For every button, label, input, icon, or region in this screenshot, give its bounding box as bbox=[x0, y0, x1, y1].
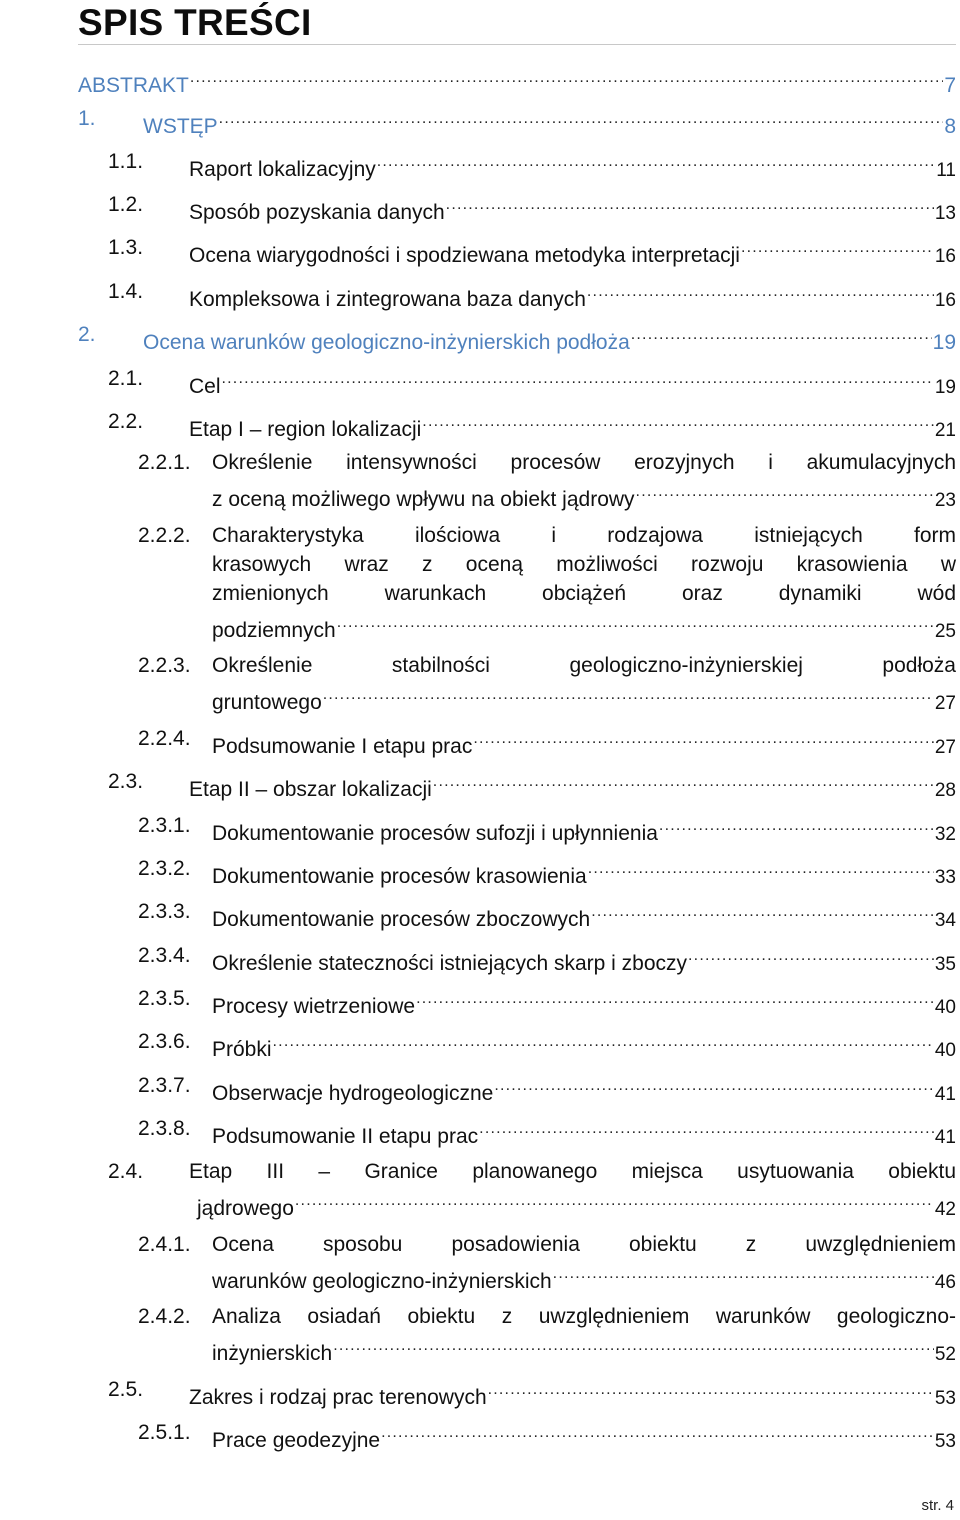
toc-entry[interactable] bbox=[108, 407, 956, 445]
toc-page-number: 11 bbox=[936, 160, 956, 181]
toc-entry[interactable] bbox=[138, 1230, 956, 1297]
page-title: SPIS TREŚCI bbox=[78, 2, 312, 43]
toc-page-number: 41 bbox=[934, 1084, 956, 1105]
toc-entry-number: 1. bbox=[78, 107, 96, 130]
dot-leader bbox=[659, 811, 934, 840]
toc-entry-title: Próbki bbox=[212, 1038, 272, 1061]
toc-entry-title: Zakres i rodzaj prac terenowych bbox=[189, 1386, 487, 1409]
toc-entry-title: Ocena warunków geologiczno-inżynierskich podłoża bbox=[143, 331, 630, 354]
toc-page-number: 52 bbox=[934, 1344, 956, 1365]
toc-entry-number: 2.3.3. bbox=[138, 900, 191, 923]
toc-entry[interactable] bbox=[108, 190, 956, 228]
toc-page-number: 34 bbox=[934, 910, 956, 931]
toc-entry[interactable] bbox=[108, 147, 956, 185]
toc-page-number: 42 bbox=[934, 1199, 956, 1220]
toc-page-number: 53 bbox=[934, 1388, 956, 1409]
toc-page-number: 27 bbox=[934, 737, 956, 758]
toc-entry[interactable] bbox=[108, 277, 956, 315]
toc-entry[interactable] bbox=[108, 767, 956, 805]
toc-entry-title: WSTĘP bbox=[143, 115, 218, 138]
toc-entry-number: 2.3.8. bbox=[138, 1117, 191, 1140]
toc-entry-title: inżynierskich bbox=[212, 1342, 333, 1365]
toc-entry[interactable] bbox=[138, 1114, 956, 1152]
dot-leader bbox=[219, 104, 944, 133]
dot-leader bbox=[631, 320, 932, 349]
toc-page-number: 41 bbox=[934, 1127, 956, 1148]
toc-entry-title: podziemnych bbox=[212, 619, 336, 642]
toc-entry-title: jądrowego bbox=[197, 1197, 294, 1220]
toc-page-number: 19 bbox=[932, 331, 956, 354]
dot-leader bbox=[222, 364, 934, 393]
toc-entry-number: 2.4.2. bbox=[138, 1305, 191, 1328]
toc-entry-title: Określenie stateczności istniejących skarp i zboczy bbox=[212, 952, 688, 975]
toc-entry[interactable] bbox=[138, 941, 956, 979]
page-number-footer: str. 4 bbox=[921, 1497, 954, 1514]
toc-entry-number: 2.3.4. bbox=[138, 944, 191, 967]
toc-entry[interactable] bbox=[108, 1157, 956, 1224]
toc-entry-number: 1.3. bbox=[108, 236, 144, 259]
toc-entry[interactable] bbox=[78, 63, 956, 100]
toc-page-number: 33 bbox=[934, 867, 956, 888]
dot-leader bbox=[422, 407, 934, 436]
toc-page-number: 8 bbox=[944, 115, 956, 138]
toc-entry[interactable] bbox=[138, 521, 956, 646]
toc-entry-title: Kompleksowa i zintegrowana baza danych bbox=[189, 288, 586, 311]
toc-entry-title: Podsumowanie I etapu prac bbox=[212, 735, 473, 758]
toc-entry-number: 2.1. bbox=[108, 367, 144, 390]
toc-page-number: 19 bbox=[934, 377, 956, 398]
toc-entry-title: Sposób pozyskania danych bbox=[189, 201, 445, 224]
dot-leader bbox=[446, 190, 934, 219]
toc-entry-title-line: zmienionych warunkach obciążeń oraz dynamiki wód bbox=[212, 582, 956, 605]
dot-leader bbox=[591, 897, 934, 926]
toc-entry-number: 2.2.4. bbox=[138, 727, 191, 750]
toc-entry-title: Dokumentowanie procesów sufozji i upłynnienia bbox=[212, 822, 658, 845]
toc-entry[interactable] bbox=[108, 364, 956, 402]
toc-entry[interactable] bbox=[78, 104, 956, 141]
toc-entry-title: Ocena wiarygodności i spodziewana metodyka interpretacji bbox=[189, 244, 740, 267]
toc-entry[interactable] bbox=[138, 1027, 956, 1065]
toc-entry-title: Dokumentowanie procesów zboczowych bbox=[212, 908, 591, 931]
dot-leader bbox=[741, 233, 934, 262]
dot-leader bbox=[381, 1418, 934, 1447]
dot-leader bbox=[479, 1114, 934, 1143]
toc-entry-title-line: krasowych wraz z oceną możliwości rozwoju krasowienia w bbox=[212, 553, 956, 576]
dot-leader bbox=[488, 1375, 934, 1404]
toc-entry[interactable] bbox=[108, 233, 956, 271]
toc-entry-number: 2. bbox=[78, 323, 96, 346]
dot-leader bbox=[333, 1331, 934, 1360]
toc-entry-title-line: Analiza osiadań obiektu z uwzględnieniem warunków geologiczno- bbox=[212, 1305, 956, 1328]
toc-entry-title: Obserwacje hydrogeologiczne bbox=[212, 1082, 494, 1105]
toc-page-number: 27 bbox=[934, 693, 956, 714]
toc-page-number: 25 bbox=[934, 621, 956, 642]
toc-entry-title-line: Ocena sposobu posadowienia obiektu z uwzględnieniem bbox=[212, 1233, 956, 1256]
toc-entry-title: Etap II – obszar lokalizacji bbox=[189, 778, 432, 801]
toc-page-number: 53 bbox=[934, 1431, 956, 1452]
toc-page-number: 13 bbox=[934, 203, 956, 224]
dot-leader bbox=[377, 147, 936, 176]
toc-entry-number: 2.5.1. bbox=[138, 1421, 191, 1444]
toc-entry-title-line: Określenie stabilności geologiczno-inżynierskiej podłoża bbox=[212, 654, 956, 677]
toc-entry[interactable] bbox=[138, 448, 956, 515]
toc-entry-title-line: Charakterystyka ilościowa i rodzajowa istniejących form bbox=[212, 524, 956, 547]
dot-leader bbox=[433, 767, 934, 796]
toc-entry[interactable] bbox=[78, 320, 956, 357]
toc-entry-title: Prace geodezyjne bbox=[212, 1429, 381, 1452]
toc-entry-number: 2.3.2. bbox=[138, 857, 191, 880]
toc-entry[interactable] bbox=[138, 724, 956, 762]
dot-leader bbox=[190, 63, 943, 92]
toc-entry-number: 1.4. bbox=[108, 280, 144, 303]
toc-page-number: 21 bbox=[934, 420, 956, 441]
toc-entry-number: 2.5. bbox=[108, 1378, 144, 1401]
dot-leader bbox=[588, 854, 934, 883]
dot-leader bbox=[473, 724, 934, 753]
toc-entry-number: 2.2.2. bbox=[138, 524, 191, 547]
toc-entry-number: 2.3.1. bbox=[138, 814, 191, 837]
toc-entry-title-line: Etap III – Granice planowanego miejsca usytuowania obiektu bbox=[189, 1160, 956, 1183]
toc-page-number: 16 bbox=[934, 290, 956, 311]
toc-entry-title: Cel bbox=[189, 375, 221, 398]
toc-page-number: 40 bbox=[934, 1040, 956, 1061]
toc-entry-title-line: Określenie intensywności procesów erozyjnych i akumulacyjnych bbox=[212, 451, 956, 474]
toc-page-number: 32 bbox=[934, 824, 956, 845]
toc-entry-title: Procesy wietrzeniowe bbox=[212, 995, 416, 1018]
toc-entry-title: Podsumowanie II etapu prac bbox=[212, 1125, 479, 1148]
toc-entry-number: 2.4.1. bbox=[138, 1233, 191, 1256]
toc-entry-title: Etap I – region lokalizacji bbox=[189, 418, 422, 441]
toc-entry[interactable] bbox=[108, 1375, 956, 1413]
dot-leader bbox=[295, 1186, 934, 1215]
dot-leader bbox=[494, 1071, 934, 1100]
toc-entry-number: 2.4. bbox=[108, 1160, 144, 1183]
toc-entry[interactable] bbox=[138, 1418, 956, 1456]
toc-entry[interactable] bbox=[138, 854, 956, 892]
toc-page-number: 40 bbox=[934, 997, 956, 1018]
dot-leader bbox=[337, 608, 934, 637]
toc-entry-number: 2.3. bbox=[108, 770, 144, 793]
toc-entry-number: ABSTRAKT bbox=[78, 74, 189, 97]
dot-leader bbox=[553, 1259, 934, 1288]
toc-entry-title: warunków geologiczno-inżynierskich bbox=[212, 1270, 552, 1293]
dot-leader bbox=[273, 1027, 934, 1056]
toc-entry-title: z oceną możliwego wpływu na obiekt jądrowy bbox=[212, 488, 635, 511]
toc-entry[interactable] bbox=[138, 984, 956, 1022]
dot-leader bbox=[636, 477, 934, 506]
toc-entry-title: Dokumentowanie procesów krasowienia bbox=[212, 865, 587, 888]
toc-entry-title: Raport lokalizacyjny bbox=[189, 158, 376, 181]
dot-leader bbox=[416, 984, 934, 1013]
toc-page-number: 46 bbox=[934, 1272, 956, 1293]
toc-entry-number: 2.2. bbox=[108, 410, 144, 433]
toc-page-number: 28 bbox=[934, 780, 956, 801]
toc-entry-number: 2.3.7. bbox=[138, 1074, 191, 1097]
toc-page-number: 23 bbox=[934, 490, 956, 511]
dot-leader bbox=[323, 680, 934, 709]
toc-entry-title: gruntowego bbox=[212, 691, 322, 714]
toc-entry-number: 2.2.1. bbox=[138, 451, 191, 474]
toc-entry[interactable] bbox=[138, 811, 956, 849]
toc-page-number: 7 bbox=[944, 74, 956, 97]
toc-entry[interactable] bbox=[138, 1302, 956, 1369]
toc-page-number: 16 bbox=[934, 246, 956, 267]
toc-entry[interactable] bbox=[138, 1071, 956, 1109]
toc-entry-number: 1.1. bbox=[108, 150, 144, 173]
toc-entry[interactable] bbox=[138, 651, 956, 718]
toc-entry-number: 2.3.5. bbox=[138, 987, 191, 1010]
dot-leader bbox=[587, 277, 934, 306]
toc-page-number: 35 bbox=[934, 954, 956, 975]
toc-entry-number: 1.2. bbox=[108, 193, 144, 216]
dot-leader bbox=[688, 941, 934, 970]
toc-entry-number: 2.3.6. bbox=[138, 1030, 191, 1053]
toc-entry-number: 2.2.3. bbox=[138, 654, 191, 677]
toc-entry[interactable] bbox=[138, 897, 956, 935]
